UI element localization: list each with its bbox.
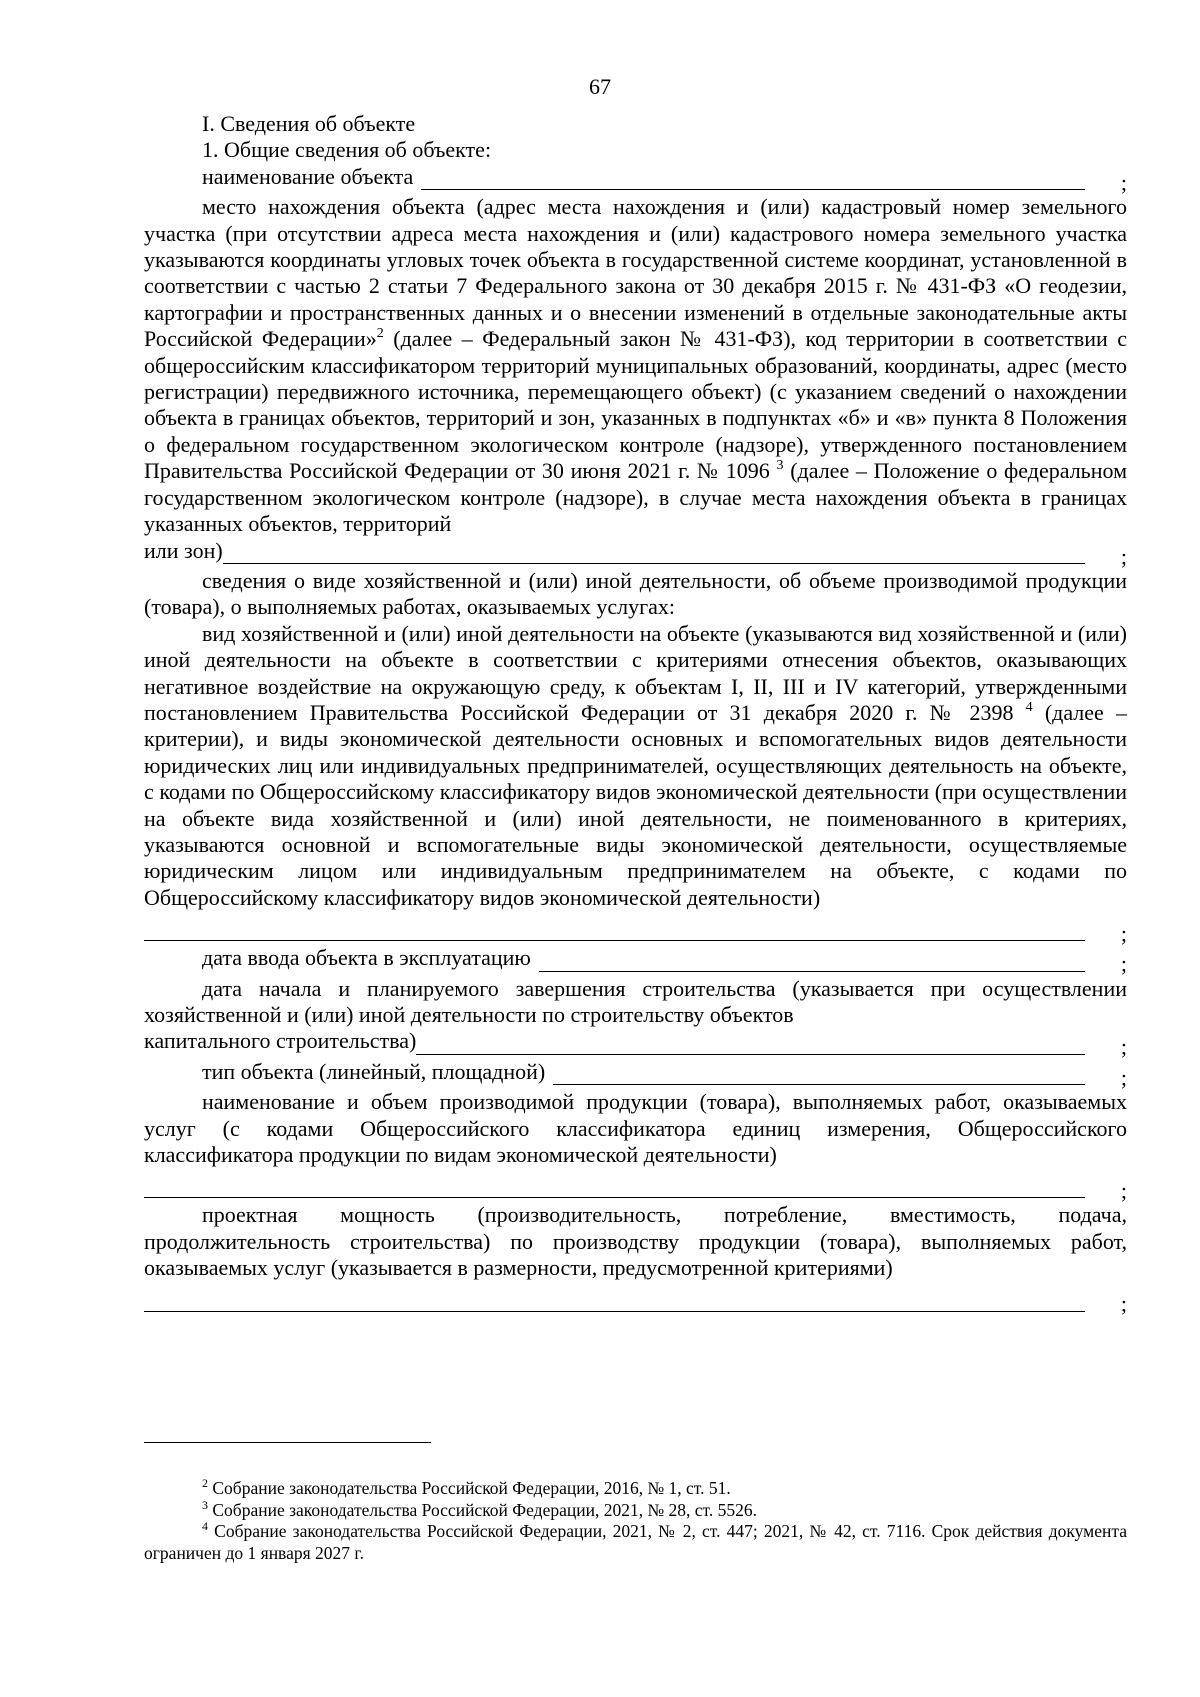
subsection-heading: 1. Общие сведения об объекте: — [202, 137, 492, 163]
footnote-ref-3[interactable]: 3 — [776, 458, 784, 474]
products-row — [144, 1168, 1127, 1204]
semicolon: ; — [1120, 169, 1127, 195]
footnotes — [144, 1478, 1127, 1564]
semicolon: ; — [1120, 951, 1127, 977]
capacity-row — [144, 1282, 1127, 1317]
object-name-field[interactable] — [421, 169, 1085, 190]
semicolon: ; — [1120, 1034, 1127, 1060]
activity-type-field[interactable] — [144, 920, 1085, 941]
object-name-label: наименование объекта — [202, 163, 414, 189]
location-paragraph: место нахождения объекта (адрес места нахождения и (или) кадастровый номер земельного участка (при отсутствии адреса места нахождения и (или) кадастрового номера земельного участка указываются координаты угловых точек объекта в государственной системе координат, установленной в соответствии с частью 2 статьи 7 Федерального закона от 30 декабря 2015 г. № 431-ФЗ «О геодезии, картографии и пространственных данных и о внесении изменений в отдельные законодательные акты Российской Федерации»$^2$ (далее – Федеральный закон № 431-ФЗ), код территории в соответствии с общероссийским классификатором территорий муниципальных образований, координаты, адрес (место регистрации) передвижного источника, перемещающего объект) (с указанием сведений о нахождении объекта в границах объектов, территорий и зон, указанных в подпунктах «б» и «в» пункта 8 Положения о федеральном государственном экологическом контроле (надзоре), утвержденного постановлением Правительства Российской Федерации от 30 июня 2021 г. № 1096 $^3$ (далее – Положение о федеральном государственном экологическом контроле (надзоре), в случае места нахождения объекта в границах указанных объектов, территорий — [144, 194, 1127, 537]
commission-date-label: дата ввода объекта в эксплуатацию — [202, 945, 531, 971]
location-tail-label: или зон) — [144, 537, 223, 563]
footnote-4: $^4$ Собрание законодательства Российской Федерации, 2021, № 2, ст. 447; 2021, № 42, ст. 7116. Срок действия документа ограничен до 1 января 2027 г. — [144, 1519, 1127, 1563]
footnote-3: $^3$ Собрание законодательства Российской Федерации, 2021, № 28, ст. 5526. — [202, 1497, 757, 1520]
footnote-2: $^2$ Собрание законодательства Российской Федерации, 2016, № 1, ст. 51. — [202, 1476, 731, 1498]
activity-type-row — [144, 911, 1127, 946]
form-content — [144, 111, 1127, 1317]
capacity-field[interactable] — [144, 1291, 1085, 1312]
location-tail-row — [144, 537, 1127, 569]
products-field[interactable] — [144, 1177, 1085, 1198]
footnote-ref-2[interactable]: 2 — [376, 326, 384, 342]
semicolon: ; — [1120, 1178, 1127, 1204]
object-name-row — [144, 163, 1127, 195]
page-number: 67 — [589, 74, 611, 99]
activity-info-paragraph: сведения о виде хозяйственной и (или) иной деятельности, об объеме производимой продукции (товара), о выполняемых работах, оказываемых услугах: — [144, 567, 1127, 620]
construction-dates-row — [144, 1028, 1127, 1060]
semicolon: ; — [1120, 920, 1127, 946]
construction-dates-field[interactable] — [416, 1034, 1085, 1055]
object-type-field[interactable] — [553, 1064, 1085, 1085]
section-heading: I. Сведения об объекте — [202, 111, 416, 136]
location-field[interactable] — [223, 543, 1085, 564]
footnote-ref-4[interactable]: 4 — [1025, 699, 1033, 715]
semicolon: ; — [1120, 543, 1127, 569]
commission-date-row — [144, 945, 1127, 977]
semicolon: ; — [1120, 1291, 1127, 1317]
capacity-paragraph: проектная мощность (производительность, потребление, вместимость, подача, продолжительность строительства) по производству продукции (товара), выполняемых работ, оказываемых услуг (указывается в размерности, предусмотренной критериями) — [144, 1202, 1127, 1281]
construction-dates-tail: капитального строительства) — [144, 1028, 417, 1054]
products-paragraph: наименование и объем производимой продукции (товара), выполняемых работ, оказываемых услуг (с кодами Общероссийского классификатора единиц измерения, Общероссийского классификатора продукции по видам экономической деятельности) — [144, 1089, 1127, 1168]
footnote-separator — [144, 1442, 431, 1443]
semicolon: ; — [1120, 1064, 1127, 1090]
commission-date-field[interactable] — [539, 951, 1085, 972]
construction-dates-paragraph: дата начала и планируемого завершения строительства (указывается при осуществлении хозяйственной и (или) иной деятельности по строительству объектов — [144, 975, 1127, 1027]
object-type-row — [144, 1058, 1127, 1090]
activity-type-paragraph: вид хозяйственной и (или) иной деятельности на объекте (указываются вид хозяйственной и (или) иной деятельности на объекте в соответствии с критериями отнесения объектов, оказывающих негативное воздействие на окружающую среду, к объектам I, II, III и IV категорий, утвержденными постановлением Правительства Российской Федерации от 31 декабря 2020 г. № 2398 $^4$ (далее – критерии), и виды экономической деятельности основных и вспомогательных видов деятельности юридических лиц или индивидуальных предпринимателей, осуществляющих деятельность на объекте, с кодами по Общероссийскому классификатору видов экономической деятельности (при осуществлении на объекте вида хозяйственной и (или) иной деятельности, не поименованного в критериях, указываются основной и вспомогательные виды экономической деятельности, осуществляемые юридическим лицом или индивидуальным предпринимателем на объекте, с кодами по Общероссийскому классификатору видов экономической деятельности) — [144, 620, 1127, 910]
object-type-label: тип объекта (линейный, площадной) — [202, 1058, 546, 1084]
